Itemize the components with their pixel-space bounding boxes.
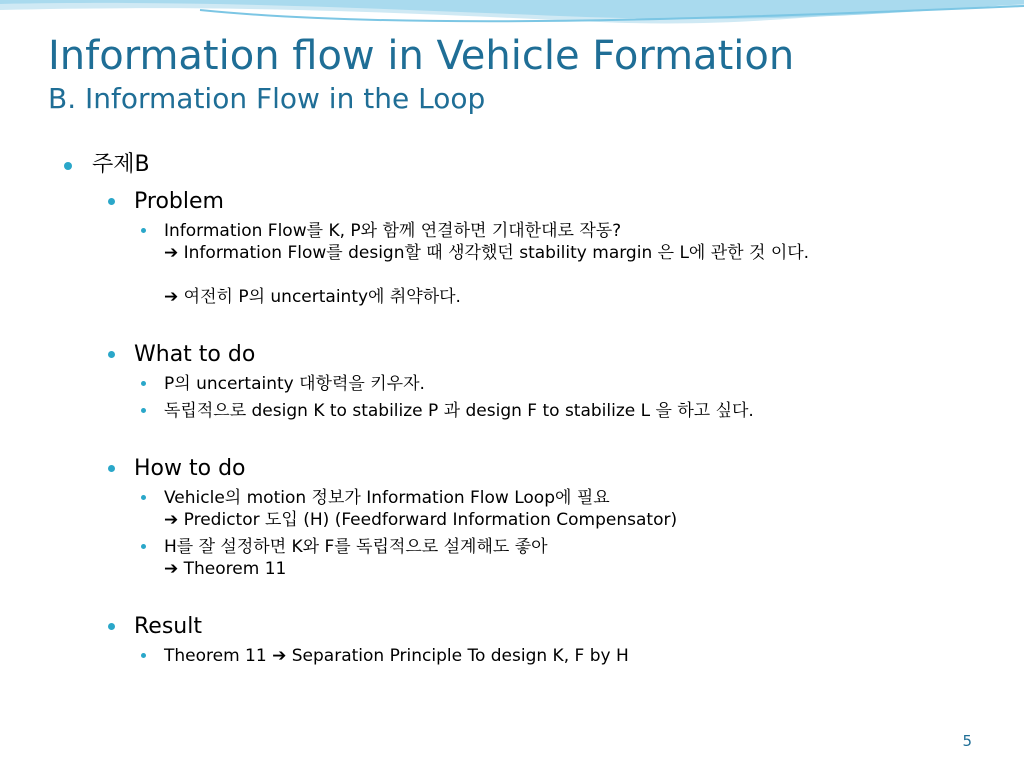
item-line: Vehicle의 motion 정보가 Information Flow Loop에 필요 [164, 488, 610, 508]
slide-title: Information flow in Vehicle Formation [48, 33, 795, 79]
bullet-icon [141, 408, 146, 413]
bullet-icon [108, 465, 115, 472]
item-line: P의 uncertainty 대항력을 키우자. [164, 374, 425, 394]
list-item [164, 220, 954, 308]
list-item [164, 536, 954, 580]
section-heading-label: Problem [134, 189, 224, 214]
item-line: 독립적으로 design K to stabilize P 과 design F to stabilize L 을 하고 싶다. [164, 401, 754, 421]
section-heading-what-to-do [134, 340, 255, 370]
bullet-icon [108, 351, 115, 358]
section-heading-label: How to do [134, 456, 246, 481]
page-number: 5 [962, 732, 972, 750]
item-line: Theorem 11 ➔ Separation Principle To design K, F by H [164, 646, 629, 666]
item-line: ➔ Information Flow를 design할 때 생각했던 stability margin 은 L에 관한 것 이다. [164, 243, 810, 263]
item-line: ➔ Predictor 도입 (H) (Feedforward Information Compensator) [164, 510, 678, 530]
list-item [164, 645, 954, 667]
bullet-icon [141, 228, 146, 233]
bullet-icon [141, 653, 146, 658]
item-line: ➔ 여전히 P의 uncertainty에 취약하다. [164, 287, 461, 307]
list-item [164, 487, 954, 531]
bullet-icon [141, 381, 146, 386]
item-line: Information Flow를 K, P와 함께 연결하면 기대한대로 작동? [164, 221, 622, 241]
level1-item [92, 150, 150, 180]
list-item [164, 400, 954, 422]
list-item [164, 373, 954, 395]
bullet-icon [108, 198, 115, 205]
level1-label: 주제B [92, 152, 150, 177]
section-heading-label: Result [134, 614, 202, 639]
bullet-icon [141, 495, 146, 500]
section-heading-problem [134, 187, 224, 217]
item-line: ➔ Theorem 11 [164, 559, 287, 579]
bullet-icon [108, 623, 115, 630]
section-heading-label: What to do [134, 342, 256, 367]
bullet-icon [64, 162, 72, 170]
section-heading-result [134, 612, 202, 642]
slide-subtitle: B. Information Flow in the Loop [48, 82, 486, 115]
item-line: H를 잘 설정하면 K와 F를 독립적으로 설계해도 좋아 [164, 537, 548, 557]
section-heading-how-to-do [134, 454, 246, 484]
bullet-icon [141, 544, 146, 549]
